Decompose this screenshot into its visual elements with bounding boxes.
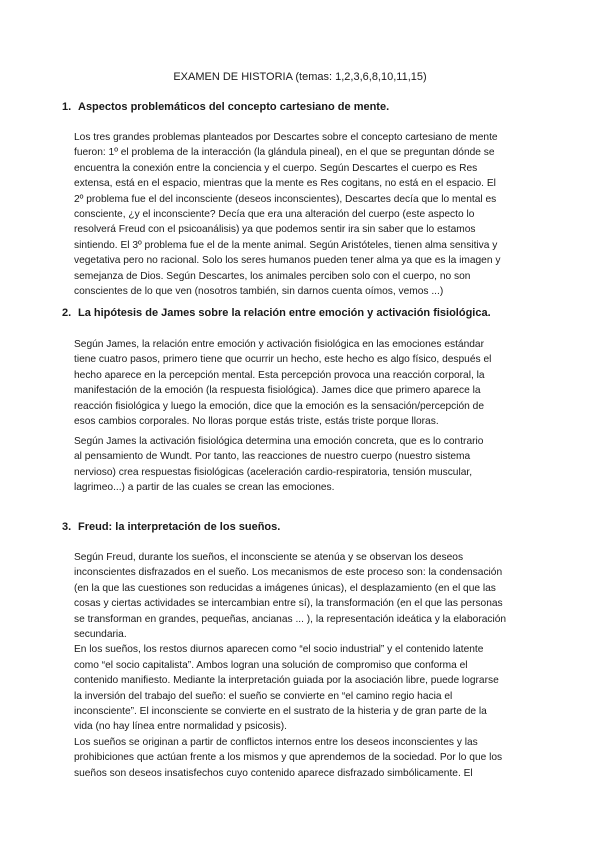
text-line: encuentra la conexión entre la conciencia y el cuerpo. Según Descartes el cuerpo es Res (74, 162, 478, 174)
text-line: sintiendo. El 3º problema fue el de la mente animal. Según Aristóteles, tienen alma sensitiva y (74, 239, 498, 251)
section-3-paragraph-1 (74, 550, 544, 781)
text-line: Los tres grandes problemas planteados por Descartes sobre el concepto cartesiano de mente (74, 132, 498, 143)
text-line: prohibiciones que actúan frente a los mismos y que aprendemos de la sociedad. Por lo que los (74, 752, 503, 764)
section-1-title: Aspectos problemáticos del concepto cartesiano de mente. (78, 101, 390, 113)
text-line: esos cambios corporales. No lloras porque estás triste, estás triste porque lloras. (74, 416, 439, 428)
section-2-number: 2. (62, 307, 72, 319)
section-1-paragraph-1 (74, 130, 544, 299)
section-3-heading (62, 520, 552, 535)
text-line: Según James, la relación entre emoción y activación fisiológica en las emociones estándar (74, 339, 484, 350)
text-line: inconsciente”. El inconsciente se convierte en el sustrato de la histeria y de gran parte de la (74, 706, 487, 718)
section-2-heading (62, 306, 552, 321)
text-line: tiene cuatro pasos, primero tiene que ocurrir un hecho, este hecho es algo físico, después el (74, 354, 492, 366)
text-line: conscientes de lo que ven (nosotros también, sin darnos cuenta oímos, vemos ...) (74, 286, 444, 298)
section-1-number: 1. (62, 101, 72, 113)
text-line: cosas y ciertas actividades se intercambian entre sí), la transformación (en el que las personas (74, 598, 503, 610)
text-line: inconscientes disfrazados en el sueño. Los mecanismos de este proceso son: la condensación (74, 567, 503, 579)
text-line: contenido manifiesto. Mediante la interpretación guiada por la asociación libre, puede lograrse (74, 675, 499, 687)
text-line: hecho aparece en la percepción mental. Esta percepción provoca una reacción corporal, la (74, 369, 485, 381)
text-line: extensa, está en el espacio, mientras que la mente es Res cogitans, no está en el espacio. El (74, 178, 496, 190)
text-line: 2º problema fue el del inconsciente (deseos inconscientes), Descartes decía que lo mental es (74, 193, 497, 205)
text-line: Según James la activación fisiológica determina una emoción concreta, que es lo contrario (74, 436, 484, 447)
text-line: reacción fisiológica y luego la emoción, dice que la emoción es la sensación/percepción de (74, 400, 485, 412)
section-2-paragraph-1 (74, 337, 544, 429)
text-line: En los sueños, los restos diurnos aparecen como “el socio industrial” y el contenido latente (74, 644, 484, 656)
text-line: secundaria. (74, 629, 127, 641)
text-line: consciente, ¿y el inconsciente? Decía que era una alteración del cuerpo (este aspecto lo (74, 209, 475, 221)
text-line: (en la que las cuestiones son reducidas a imágenes únicas), el desplazamiento (en el que las (74, 582, 496, 594)
section-3-title: Freud: la interpretación de los sueños. (78, 521, 281, 533)
text-line: al pensamiento de Wundt. Por tanto, las reacciones de nuestro cuerpo (nuestro sistema (74, 451, 471, 463)
section-3-number: 3. (62, 521, 72, 533)
text-line: vida (no hay línea entre normalidad y psicosis). (74, 721, 287, 733)
text-line: como “el socio capitalista”. Ambos logran una solución de compromiso que conforma el (74, 659, 468, 671)
document-title: EXAMEN DE HISTORIA (temas: 1,2,3,6,8,10,11,15) (173, 71, 427, 83)
text-line: sueños son deseos insatisfechos cuyo contenido aparece disfrazado simbólicamente. El (74, 767, 473, 779)
text-line: fueron: 1º el problema de la interacción (la glándula pineal), en el que se preguntan dónde se (74, 147, 495, 159)
section-1-heading (62, 100, 552, 115)
text-line: nervioso) crea respuestas fisiológicas (aceleración cardio-respiratoria, tensión muscular, (74, 466, 473, 478)
text-line: lagrimeo...) a partir de las cuales se crean las emociones. (74, 482, 335, 494)
text-line: resolverá Freud con el psicoanálisis) ya que podemos sentir ira sin saber que lo estamos (74, 224, 476, 236)
text-line: vegetativa pero no racional. Solo los seres humanos pueden tener alma ya que es la imagen y (74, 255, 501, 267)
section-2-paragraph-2 (74, 434, 544, 496)
text-line: semejanza de Dios. Según Descartes, los animales perciben solo con el cuerpo, no son (74, 270, 471, 282)
section-2-title: La hipótesis de James sobre la relación entre emoción y activación fisiológica. (78, 307, 491, 319)
text-line: Los sueños se originan a partir de conflictos internos entre los deseos inconscientes y las (74, 736, 478, 748)
text-line: se transforman en grandes, pequeñas, ancianas ... ), la representación ideática y la elaboración (74, 613, 507, 625)
text-line: Según Freud, durante los sueños, el inconsciente se atenúa y se observan los deseos (74, 552, 464, 563)
text-line: manifestación de la emoción (la respuesta fisiológica). James dice que primero aparece la (74, 385, 481, 397)
text-line: la inversión del trabajo del sueño: el sueño se convierte en “el camino regio hacia el (74, 690, 453, 702)
